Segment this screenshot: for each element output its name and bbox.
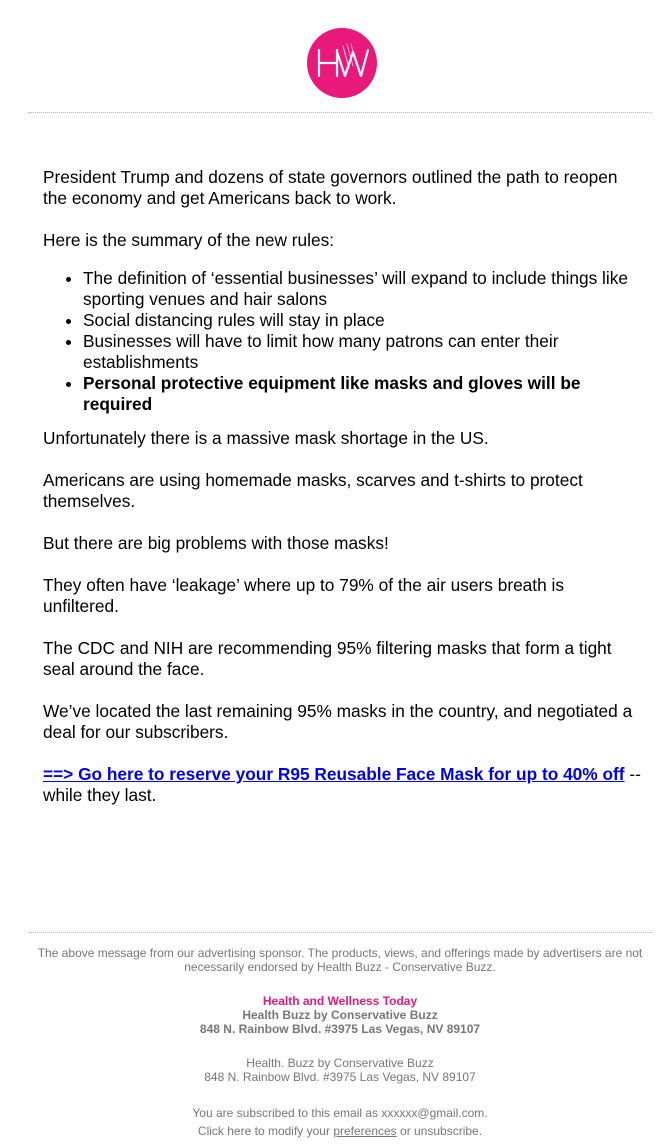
header-divider [28, 112, 652, 113]
summary-intro: Here is the summary of the new rules: [43, 230, 335, 250]
rules-list [43, 268, 643, 415]
body-paragraph: But there are big problems with those masks! [43, 533, 389, 553]
logo-container [0, 28, 672, 103]
address-bold: 848 N. Rainbow Blvd. #3975 Las Vegas, NV 89107 [199, 1022, 481, 1036]
modify-preferences: Click here to modify your preferences or unsubscribe. [197, 1124, 483, 1138]
reserve-mask-link[interactable]: ==> Go here to reserve your R95 Reusable Face Mask for up to 40% off [43, 764, 625, 784]
body-paragraph: Unfortunately there is a massive mask shortage in the US. [43, 428, 489, 448]
cta-paragraph [43, 764, 643, 806]
list-item: • Personal protective equipment like masks and gloves will be required [83, 373, 643, 415]
list-item: • Social distancing rules will stay in place [83, 310, 643, 331]
email-footer [28, 946, 652, 1140]
intro-paragraph: President Trump and dozens of state governors outlined the path to reopen the economy and get Americans back to work. [43, 167, 618, 208]
logo-mark-icon [307, 28, 377, 98]
body-paragraph: We’ve located the last remaining 95% masks in the country, and negotiated a deal for our subscribers. [43, 701, 633, 742]
sponsor-disclaimer: The above message from our advertising sponsor. The products, views, and offerings made by advertisers are not necessarily endorsed by Health Buzz - Conservative Buzz. [37, 946, 643, 974]
preferences-link[interactable]: preferences [333, 1124, 397, 1138]
cta-suffix: -- while they last. [43, 764, 641, 805]
brand-name: Health and Wellness Today [262, 994, 418, 1008]
body-paragraph: The CDC and NIH are recommending 95% filtering masks that form a tight seal around the face. [43, 638, 612, 679]
email-body [43, 167, 643, 827]
list-item: • Businesses will have to limit how many patrons can enter their establishments [83, 331, 643, 373]
footer-divider [28, 932, 652, 933]
list-item: • The definition of ‘essential businesses’ will expand to include things like sporting venues and hair salons [83, 268, 643, 310]
body-paragraph: They often have ‘leakage’ where up to 79% of the air users breath is unfiltered. [43, 575, 564, 616]
subscription-notice: You are subscribed to this email as xxxxxx@gmail.com. [192, 1106, 488, 1120]
company-name-bold: Health Buzz by Conservative Buzz [242, 1008, 438, 1022]
brand-logo[interactable] [307, 28, 377, 98]
company-name: Health. Buzz by Conservative Buzz [246, 1056, 434, 1070]
body-paragraph: Americans are using homemade masks, scarves and t-shirts to protect themselves. [43, 470, 583, 511]
company-address: 848 N. Rainbow Blvd. #3975 Las Vegas, NV 89107 [204, 1070, 476, 1084]
